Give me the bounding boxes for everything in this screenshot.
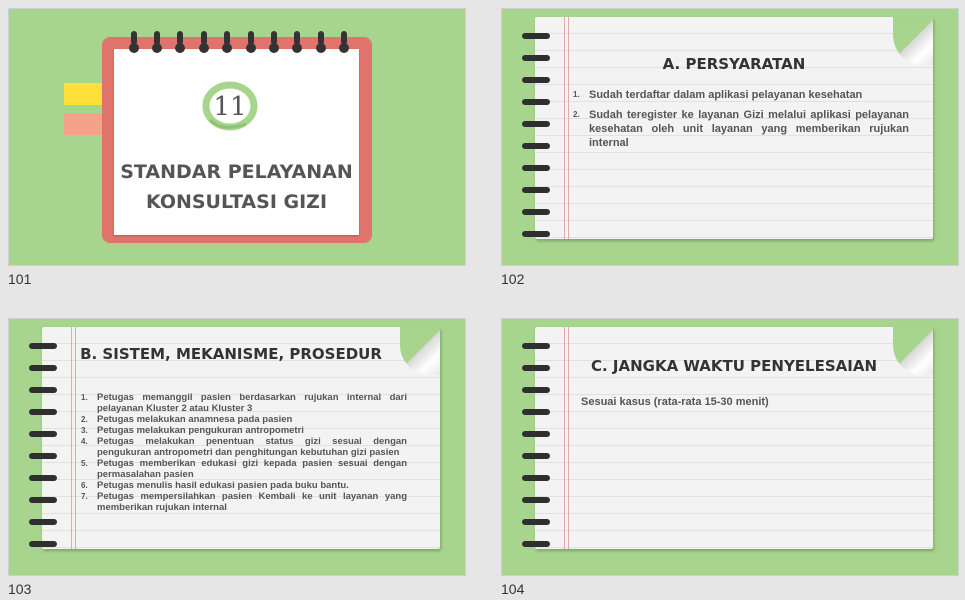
list-item: 5. Petugas memberikan edukasi gizi kepada pasien sesuai dengan permasalahan pasien (81, 458, 407, 480)
list-item: 1. Petugas memanggil pasien berdasarkan rujukan internal dari pelayanan Kluster 2 atau Kluster 3 (81, 392, 407, 414)
list-item: 1. Sudah terdaftar dalam aplikasi pelayanan kesehatan (573, 89, 863, 101)
slide-thumbnail-101[interactable] (8, 8, 466, 266)
slide-thumbnail-104[interactable] (501, 318, 959, 576)
cover-title (114, 157, 359, 217)
slide-title: A. PERSYARATAN (662, 55, 806, 73)
slide-number: 101 (8, 271, 32, 287)
title-line-1: STANDAR PELAYANAN (120, 161, 353, 183)
procedure-list (81, 392, 407, 513)
lined-paper (42, 327, 440, 549)
slide-thumbnail-102[interactable] (501, 8, 959, 266)
lined-paper (535, 17, 933, 239)
slide-title: B. SISTEM, MEKANISME, PROSEDUR (80, 345, 382, 363)
list-item: 6. Petugas menulis hasil edukasi pasien pada buku bantu. (81, 480, 349, 491)
list-item: 3. Petugas melakukan pengukuran antropometri (81, 425, 304, 436)
list-item: 4. Petugas melakukan penentuan status gizi sesuai dengan pengukuran antropometri dan penghitungan kebutuhan gizi pasien (81, 436, 407, 458)
slide-number: 104 (501, 581, 525, 597)
badge-number: 11 (213, 92, 247, 122)
duration-text: Sesuai kasus (rata-rata 15-30 menit) (581, 396, 769, 408)
slide-number: 103 (8, 581, 32, 597)
list-item: 2. Petugas melakukan anamnesa pada pasien (81, 414, 293, 425)
slide-number: 102 (501, 271, 525, 287)
lined-paper (535, 327, 933, 549)
list-item: 2. Sudah teregister ke layanan Gizi melalui aplikasi pelayanan kesehatan oleh unit layanan yang memberikan rujukan internal (573, 109, 909, 149)
slide-title: C. JANGKA WAKTU PENYELESAIAN (590, 357, 878, 375)
slide-thumbnail-103[interactable] (8, 318, 466, 576)
title-line-2: KONSULTASI GIZI (145, 191, 328, 213)
requirements-list (573, 88, 909, 150)
list-item: 7. Petugas mempersilahkan pasien Kembali ke unit layanan yang memberikan rujukan internal (81, 491, 407, 513)
number-badge (202, 80, 258, 132)
